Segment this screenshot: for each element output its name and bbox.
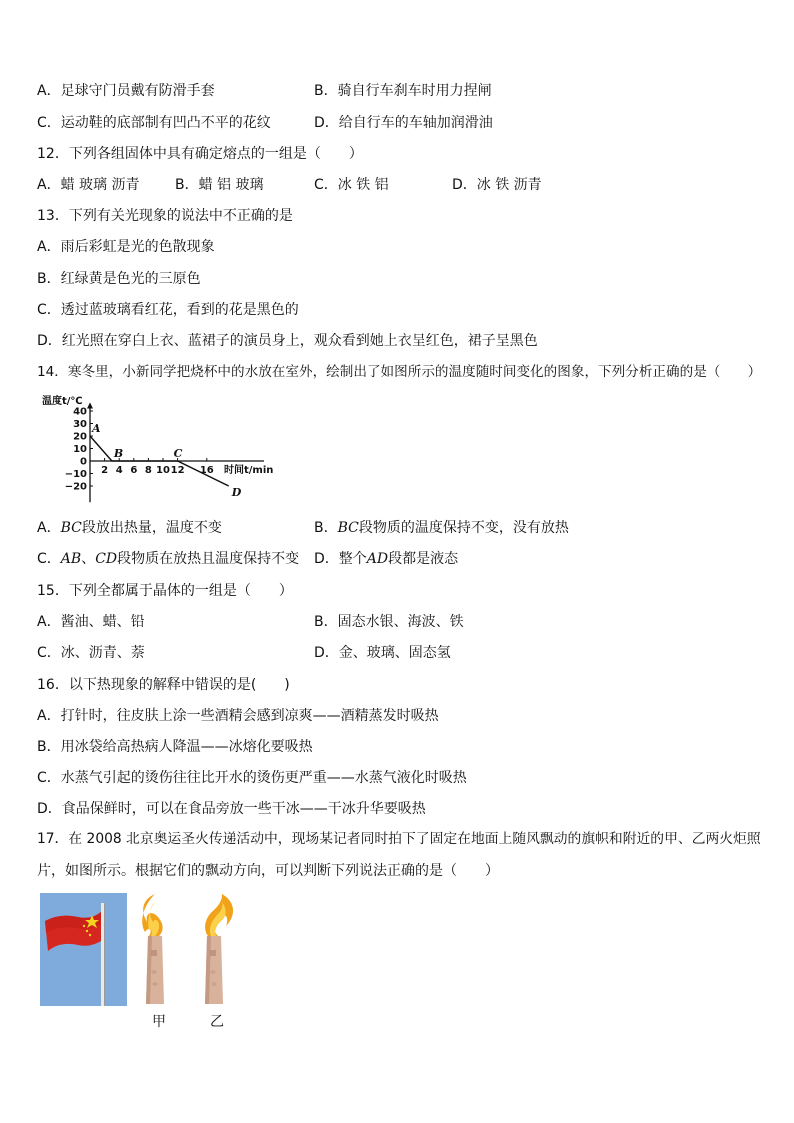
x-tick-label: 4 bbox=[115, 465, 123, 476]
y-tick-label: −10 bbox=[64, 469, 87, 480]
q15-stem: 15．下列全都属于晶体的一组是（ ） bbox=[37, 583, 293, 599]
q16-option-c: C．水蒸气引起的烫伤往往比开水的烫伤更严重——水蒸气液化时吸热 bbox=[37, 770, 467, 786]
point-label-b: B bbox=[113, 447, 124, 460]
q14-option-d-var: AD bbox=[366, 551, 389, 567]
q12-option-b: B．蜡 铝 玻璃 bbox=[175, 177, 264, 193]
q14-option-a-var: BC bbox=[60, 520, 82, 536]
q13-option-c: C．透过蓝玻璃看红花，看到的花是黑色的 bbox=[37, 302, 299, 318]
flag-icon bbox=[40, 893, 127, 1006]
temperature-time-chart bbox=[38, 392, 274, 504]
q16-option-b: B．用冰袋给高热病人降温——冰熔化要吸热 bbox=[37, 739, 313, 755]
q14-option-b bbox=[314, 521, 569, 535]
q12-option-a: A．蜡 玻璃 沥青 bbox=[37, 177, 140, 193]
q14-option-a-text: 段放出热量，温度不变 bbox=[81, 520, 222, 536]
x-tick-label: 8 bbox=[144, 465, 152, 476]
q13-option-b: B．红绿黄是色光的三原色 bbox=[37, 271, 201, 287]
point-label-c: C bbox=[173, 447, 183, 460]
q14-option-c-sep: 、 bbox=[81, 551, 96, 567]
q14-option-d bbox=[314, 552, 458, 566]
q15-option-d: D．金、玻璃、固态氢 bbox=[314, 645, 451, 661]
y-axis-arrow bbox=[87, 403, 93, 409]
q12-stem: 12．下列各组固体中具有确定熔点的一组是（ ） bbox=[37, 146, 363, 162]
q14-stem: 14．寒冬里，小新同学把烧杯中的水放在室外，绘制出了如图所示的温度随时间变化的图象，下列分析正确的是（ ） bbox=[37, 364, 762, 380]
q14-option-b-var: BC bbox=[337, 520, 359, 536]
q11-option-d: D．给自行车的车轴加润滑油 bbox=[314, 115, 493, 131]
y-tick-label: 0 bbox=[80, 456, 87, 468]
y-tick-label: 20 bbox=[73, 431, 87, 443]
q14-option-c-var1: AB bbox=[60, 551, 82, 567]
q12-option-d: D．冰 铁 沥青 bbox=[452, 177, 542, 193]
q11-option-a: A．足球守门员戴有防滑手套 bbox=[37, 83, 215, 99]
y-tick-label: −20 bbox=[64, 481, 87, 493]
q13-option-a: A．雨后彩虹是光的色散现象 bbox=[37, 239, 215, 255]
q17-stem-line2: 片，如图所示。根据它们的飘动方向，可以判断下列说法正确的是（ ） bbox=[37, 863, 499, 879]
q15-option-c: C．冰、沥青、萘 bbox=[37, 645, 145, 661]
point-label-a: A bbox=[92, 422, 101, 435]
flag-photo bbox=[40, 893, 127, 1006]
x-tick-label: 2 bbox=[101, 465, 109, 476]
torch-yi-label: 乙 bbox=[210, 1014, 224, 1030]
q14-option-c-prefix: C． bbox=[37, 551, 61, 567]
q13-option-d: D．红光照在穿白上衣、蓝裙子的演员身上，观众看到她上衣呈红色，裙子呈黑色 bbox=[37, 333, 538, 349]
x-axis-label: 时间t/min bbox=[224, 465, 274, 476]
q14-option-d-text: 段都是液态 bbox=[388, 551, 459, 567]
q16-option-a: A．打针时，往皮肤上涂一些酒精会感到凉爽——酒精蒸发时吸热 bbox=[37, 708, 439, 724]
q14-option-c-var2: CD bbox=[95, 551, 118, 567]
q12-option-c: C．冰 铁 铝 bbox=[314, 177, 389, 193]
point-label-d: D bbox=[231, 486, 242, 499]
x-tick-label: 16 bbox=[199, 465, 214, 476]
x-tick-label: 12 bbox=[170, 465, 185, 476]
q14-option-b-prefix: B． bbox=[314, 520, 338, 536]
q13-stem: 13．下列有关光现象的说法中不正确的是 bbox=[37, 208, 293, 224]
q14-option-c-text: 段物质在放热且温度保持不变 bbox=[117, 551, 300, 567]
q17-stem-line1: 17．在 2008 北京奥运圣火传递活动中，现场某记者同时拍下了固定在地面上随风飘动的旗帜和附近的甲、乙两火炬照 bbox=[37, 831, 761, 847]
q16-option-d: D．食品保鲜时，可以在食品旁放一些干冰——干冰升华要吸热 bbox=[37, 801, 426, 817]
x-tick-label: 6 bbox=[130, 465, 138, 476]
q16-stem: 16．以下热现象的解释中错误的是( ) bbox=[37, 677, 290, 693]
q15-option-b: B．固态水银、海波、铁 bbox=[314, 614, 464, 630]
y-axis-label: 温度t/℃ bbox=[42, 396, 83, 407]
q14-option-c bbox=[37, 552, 299, 566]
q14-option-a-prefix: A． bbox=[37, 520, 61, 536]
torch-jia-label: 甲 bbox=[152, 1014, 166, 1030]
x-tick-label: 10 bbox=[156, 465, 170, 476]
torch-jia-image bbox=[137, 892, 171, 1010]
y-tick-label: 10 bbox=[73, 444, 87, 455]
q15-option-a: A．酱油、蜡、铅 bbox=[37, 614, 145, 630]
q14-option-a bbox=[37, 521, 222, 535]
torch-yi-image bbox=[196, 892, 238, 1010]
y-tick-label: 40 bbox=[73, 406, 87, 418]
q14-option-d-prefix: D．整个 bbox=[314, 551, 367, 567]
q14-option-b-text: 段物质的温度保持不变，没有放热 bbox=[358, 520, 569, 536]
q11-option-c: C．运动鞋的底部制有凹凸不平的花纹 bbox=[37, 115, 271, 131]
q11-option-b: B．骑自行车刹车时用力捏闸 bbox=[314, 83, 492, 99]
y-tick-label: 30 bbox=[73, 419, 87, 430]
